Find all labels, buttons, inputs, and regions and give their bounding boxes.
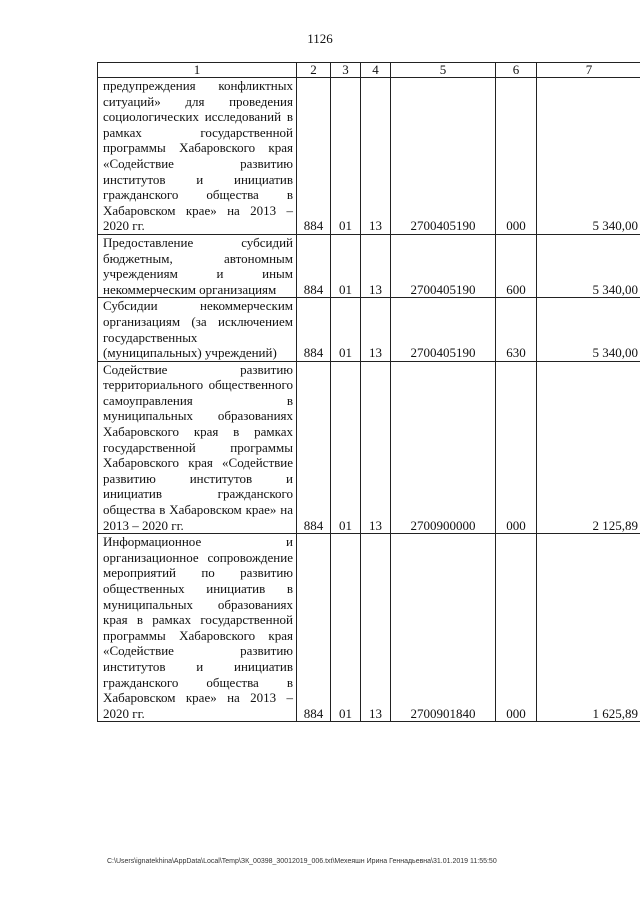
section-code: 01 (331, 78, 361, 235)
table-row (98, 78, 640, 235)
amount: 1 625,89 (537, 534, 640, 722)
column-header: 4 (361, 63, 391, 78)
column-header: 6 (496, 63, 537, 78)
expense-type-code: 630 (496, 298, 537, 361)
section-code: 01 (331, 534, 361, 722)
footer-file-path: C:\Users\ignatekhina\AppData\Local\Temp\ЗК_00398_30012019_006.txt\Мехеяшн Ирина Геннадьевна\31.01.2019 11:55:50 (107, 858, 497, 865)
column-header: 1 (98, 63, 297, 78)
table-row (98, 361, 640, 534)
table-row (98, 234, 640, 297)
row-description: Субсидии некоммерческим организациям (за исключением государственных (муниципальных) учреждений) (98, 298, 297, 361)
ministry-code: 884 (297, 78, 331, 235)
page-number: 1126 (307, 31, 333, 46)
amount: 5 340,00 (537, 298, 640, 361)
section-code: 01 (331, 361, 361, 534)
table-row (98, 534, 640, 722)
table-row (98, 298, 640, 361)
subsection-code: 13 (361, 234, 391, 297)
expense-type-code: 000 (496, 361, 537, 534)
ministry-code: 884 (297, 234, 331, 297)
budget-table (97, 62, 640, 722)
target-article-code: 2700405190 (391, 298, 496, 361)
amount: 5 340,00 (537, 234, 640, 297)
expense-type-code: 600 (496, 234, 537, 297)
column-header: 5 (391, 63, 496, 78)
target-article-code: 2700405190 (391, 234, 496, 297)
row-description: Предоставление субсидий бюджетным, автономным учреждениям и иным некоммерческим организациям (98, 234, 297, 297)
ministry-code: 884 (297, 361, 331, 534)
table-header-row (98, 63, 640, 78)
target-article-code: 2700405190 (391, 78, 496, 235)
subsection-code: 13 (361, 78, 391, 235)
subsection-code: 13 (361, 298, 391, 361)
amount: 2 125,89 (537, 361, 640, 534)
row-description: предупреждения конфликтных ситуаций» для проведения социологических исследований в рамках государственной программы Хабаровского края «Содействие развитию институтов и инициатив гражданского общества в Хабаровском крае» на 2013 – 2020 гг. (98, 78, 297, 235)
target-article-code: 2700901840 (391, 534, 496, 722)
column-header: 7 (537, 63, 640, 78)
expense-type-code: 000 (496, 534, 537, 722)
column-header: 2 (297, 63, 331, 78)
amount: 5 340,00 (537, 78, 640, 235)
expense-type-code: 000 (496, 78, 537, 235)
row-description: Содействие развитию территориального общественного самоуправления в муниципальных образованиях Хабаровского края в рамках государственной программы Хабаровского края «Содействие развитию институтов и инициатив гражданского общества в Хабаровском крае» на 2013 – 2020 гг. (98, 361, 297, 534)
section-code: 01 (331, 234, 361, 297)
ministry-code: 884 (297, 534, 331, 722)
column-header: 3 (331, 63, 361, 78)
ministry-code: 884 (297, 298, 331, 361)
target-article-code: 2700900000 (391, 361, 496, 534)
section-code: 01 (331, 298, 361, 361)
row-description: Информационное и организационное сопровождение мероприятий по развитию общественных инициатив в муниципальных образованиях края в рамках государственной программы Хабаровского края «Содействие развитию институтов и инициатив гражданского общества в Хабаровском крае» на 2013 – 2020 гг. (98, 534, 297, 722)
subsection-code: 13 (361, 361, 391, 534)
subsection-code: 13 (361, 534, 391, 722)
